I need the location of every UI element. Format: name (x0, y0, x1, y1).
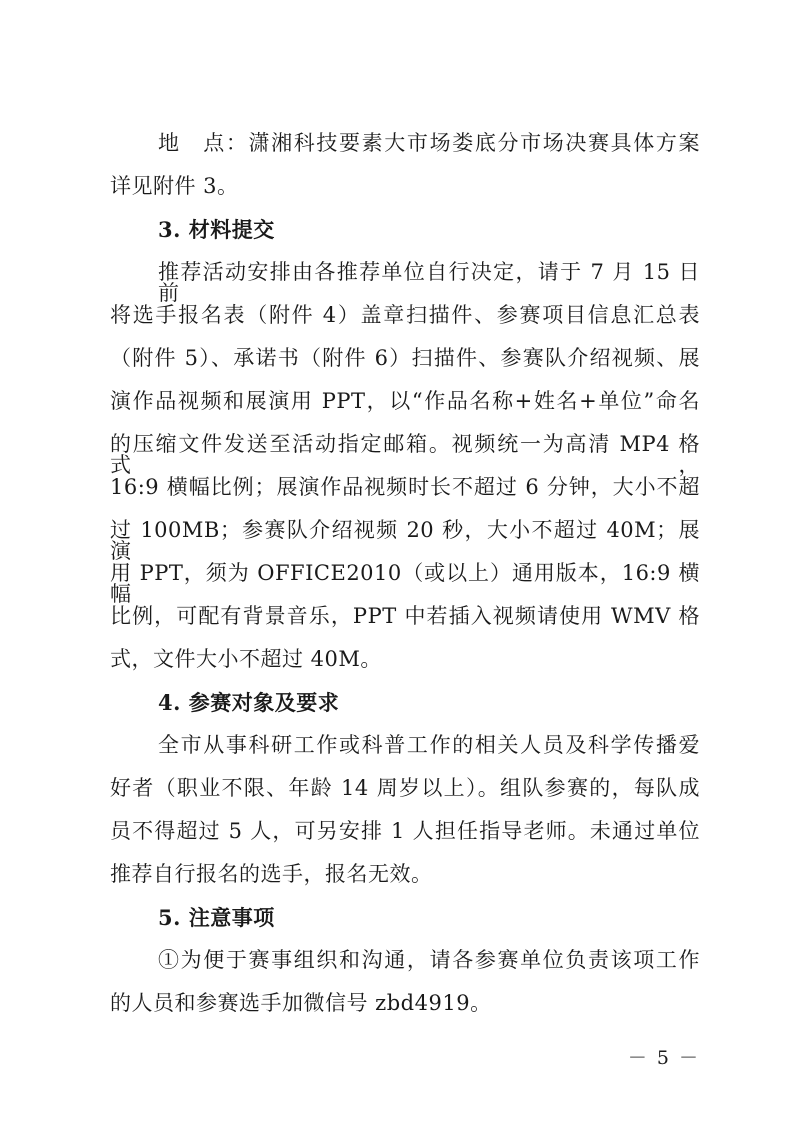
section-heading-participants: 4. 参赛对象及要求 (158, 690, 340, 715)
paragraph-line: 全市从事科研工作或科普工作的相关人员及科学传播爱 (158, 733, 700, 757)
paragraph-line: （附件 5）、承诺书（附件 6）扫描件、参赛队介绍视频、展 (110, 346, 700, 370)
paragraph-line: 演作品视频和展演用 PPT，以“作品名称+姓名+单位”命名 (110, 389, 700, 413)
paragraph-line: 推荐活动安排由各推荐单位自行决定，请于 7 月 15 日前 (158, 260, 700, 305)
venue-line: 地 点：潇湘科技要素大市场娄底分市场决赛具体方案 (158, 131, 700, 155)
paragraph-line: 推荐自行报名的选手，报名无效。 (110, 862, 433, 886)
paragraph-line: 员不得超过 5 人，可另安排 1 人担任指导老师。未通过单位 (110, 819, 700, 843)
paragraph-line: 用 PPT，须为 OFFICE2010（或以上）通用版本，16:9 横幅 (110, 561, 700, 606)
paragraph-line: 好者（职业不限、年龄 14 周岁以上）。组队参赛的，每队成 (110, 776, 700, 800)
paragraph-line: 将选手报名表（附件 4）盖章扫描件、参赛项目信息汇总表 (110, 303, 700, 327)
paragraph-line: 比例，可配有背景音乐，PPT 中若插入视频请使用 WMV 格 (110, 604, 700, 628)
paragraph-line: 的压缩文件发送至活动指定邮箱。视频统一为高清 MP4 格式， (110, 432, 700, 477)
paragraph-line: 16:9 横幅比例；展演作品视频时长不超过 6 分钟，大小不超 (110, 475, 700, 499)
section-heading-notes: 5. 注意事项 (158, 905, 275, 930)
section-heading-materials: 3. 材料提交 (158, 217, 275, 242)
paragraph-line: 式，文件大小不超过 40M。 (110, 647, 382, 671)
page-number: － 5 － (627, 1047, 700, 1069)
paragraph-line: 过 100MB；参赛队介绍视频 20 秒，大小不超过 40M；展演 (110, 518, 700, 563)
venue-line-continued: 详见附件 3。 (110, 174, 239, 198)
paragraph-line: ①为便于赛事组织和沟通，请各参赛单位负责该项工作 (158, 948, 700, 972)
paragraph-line: 的人员和参赛选手加微信号 zbd4919。 (110, 991, 492, 1015)
